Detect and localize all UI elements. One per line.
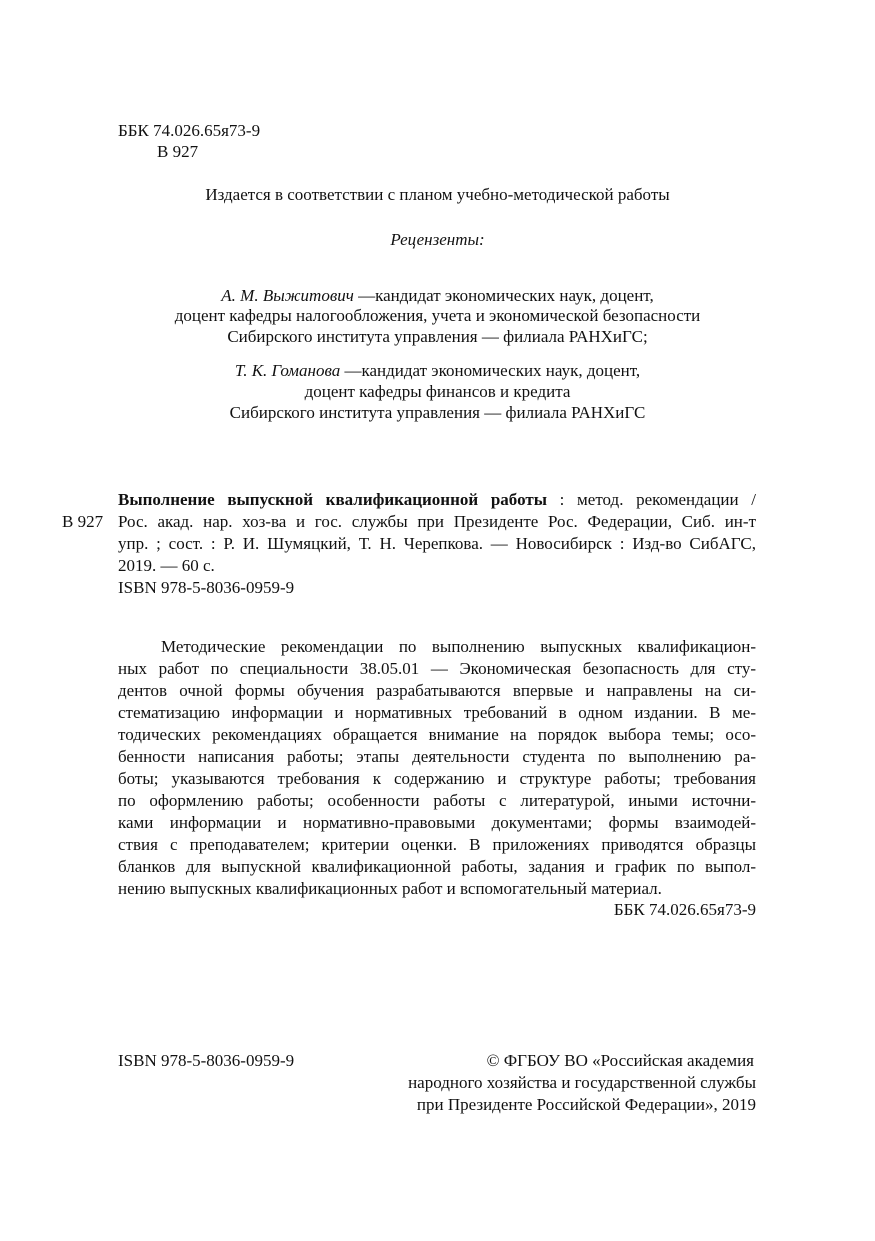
- abstract-line: ствия с преподавателем; критерии оценки. В приложениях приводятся образцы: [118, 835, 756, 854]
- catalog-line-1: [118, 490, 756, 510]
- reviewer-1-line-2: доцент кафедры налогообложения, учета и экономической безопасности: [174, 306, 701, 325]
- catalog-line-4: 2019. — 60 с.: [118, 556, 215, 575]
- copyright-line-2: народного хозяйства и государственной службы: [408, 1073, 756, 1092]
- abstract-line: по оформлению работы; особенности работы с литературой, иными источни-: [118, 791, 756, 810]
- reviewers-title: Рецензенты:: [390, 230, 485, 249]
- reviewer-2-name: Т. К. Гоманова: [234, 361, 341, 380]
- catalog-title: Выполнение выпускной квалификационной работы: [118, 490, 547, 509]
- catalog-code: В 927: [62, 512, 104, 531]
- author-sign: В 927: [157, 142, 199, 161]
- abstract-line: Методические рекомендации по выполнению выпускных квалификацион-: [161, 637, 756, 656]
- catalog-isbn: ISBN 978-5-8036-0959-9: [118, 578, 295, 597]
- reviewer-1-name: А. М. Выжитович: [221, 286, 354, 305]
- reviewer-2-degree: —кандидат экономических наук, доцент,: [340, 361, 641, 380]
- publication-note: Издается в соответствии с планом учебно-методической работы: [205, 185, 670, 204]
- reviewer-1-degree: —кандидат экономических наук, доцент,: [353, 286, 654, 305]
- reviewer-1-line-3: Сибирского института управления — филиала РАНХиГС;: [227, 327, 648, 346]
- copyright-line-3: при Президенте Российской Федерации», 2019: [416, 1095, 756, 1114]
- bbk-index: ББК 74.026.65я73-9: [118, 121, 261, 140]
- catalog-line-2: Рос. акад. нар. хоз-ва и гос. службы при Президенте Рос. Федерации, Сиб. ин-т: [118, 512, 756, 531]
- abstract-line: бенности написания работы; этапы деятельности студента по выполнению ра-: [118, 747, 756, 766]
- reviewer-2-line-3: Сибирского института управления — филиала РАНХиГС: [229, 403, 646, 422]
- abstract-line: дентов очной формы обучения разрабатываются впервые и направлены на си-: [118, 681, 756, 700]
- abstract-line: ных работ по специальности 38.05.01 — Экономическая безопасность для сту-: [118, 659, 756, 678]
- abstract-line: тодических рекомендациях обращается внимание на порядок выбора темы; осо-: [118, 725, 756, 744]
- copyright-line-1: © ФГБОУ ВО «Российская академия: [486, 1051, 754, 1070]
- reviewer-1-line-1: [0, 286, 875, 306]
- reviewer-2-line-1: [0, 361, 875, 381]
- abstract-bbk: ББК 74.026.65я73-9: [613, 900, 756, 919]
- footer-isbn: ISBN 978-5-8036-0959-9: [118, 1051, 295, 1070]
- catalog-line-3: упр. ; сост. : Р. И. Шумяцкий, Т. Н. Черепкова. — Новосибирск : Изд-во СибАГС,: [118, 534, 756, 553]
- abstract-line: стематизацию информации и нормативных требований в одном издании. В ме-: [118, 703, 756, 722]
- abstract-line: боты; указываются требования к содержанию и структуре работы; требования: [118, 769, 756, 788]
- abstract-line: бланков для выпускной квалификационной работы, задания и график по выпол-: [118, 857, 756, 876]
- abstract-line: нению выпускных квалификационных работ и вспомогательный материал.: [118, 879, 662, 898]
- reviewer-2-line-2: доцент кафедры финансов и кредита: [304, 382, 571, 401]
- catalog-line-1-rest: : метод. рекомендации /: [546, 490, 756, 509]
- abstract-line: ками информации и нормативно-правовыми документами; формы взаимодей-: [118, 813, 756, 832]
